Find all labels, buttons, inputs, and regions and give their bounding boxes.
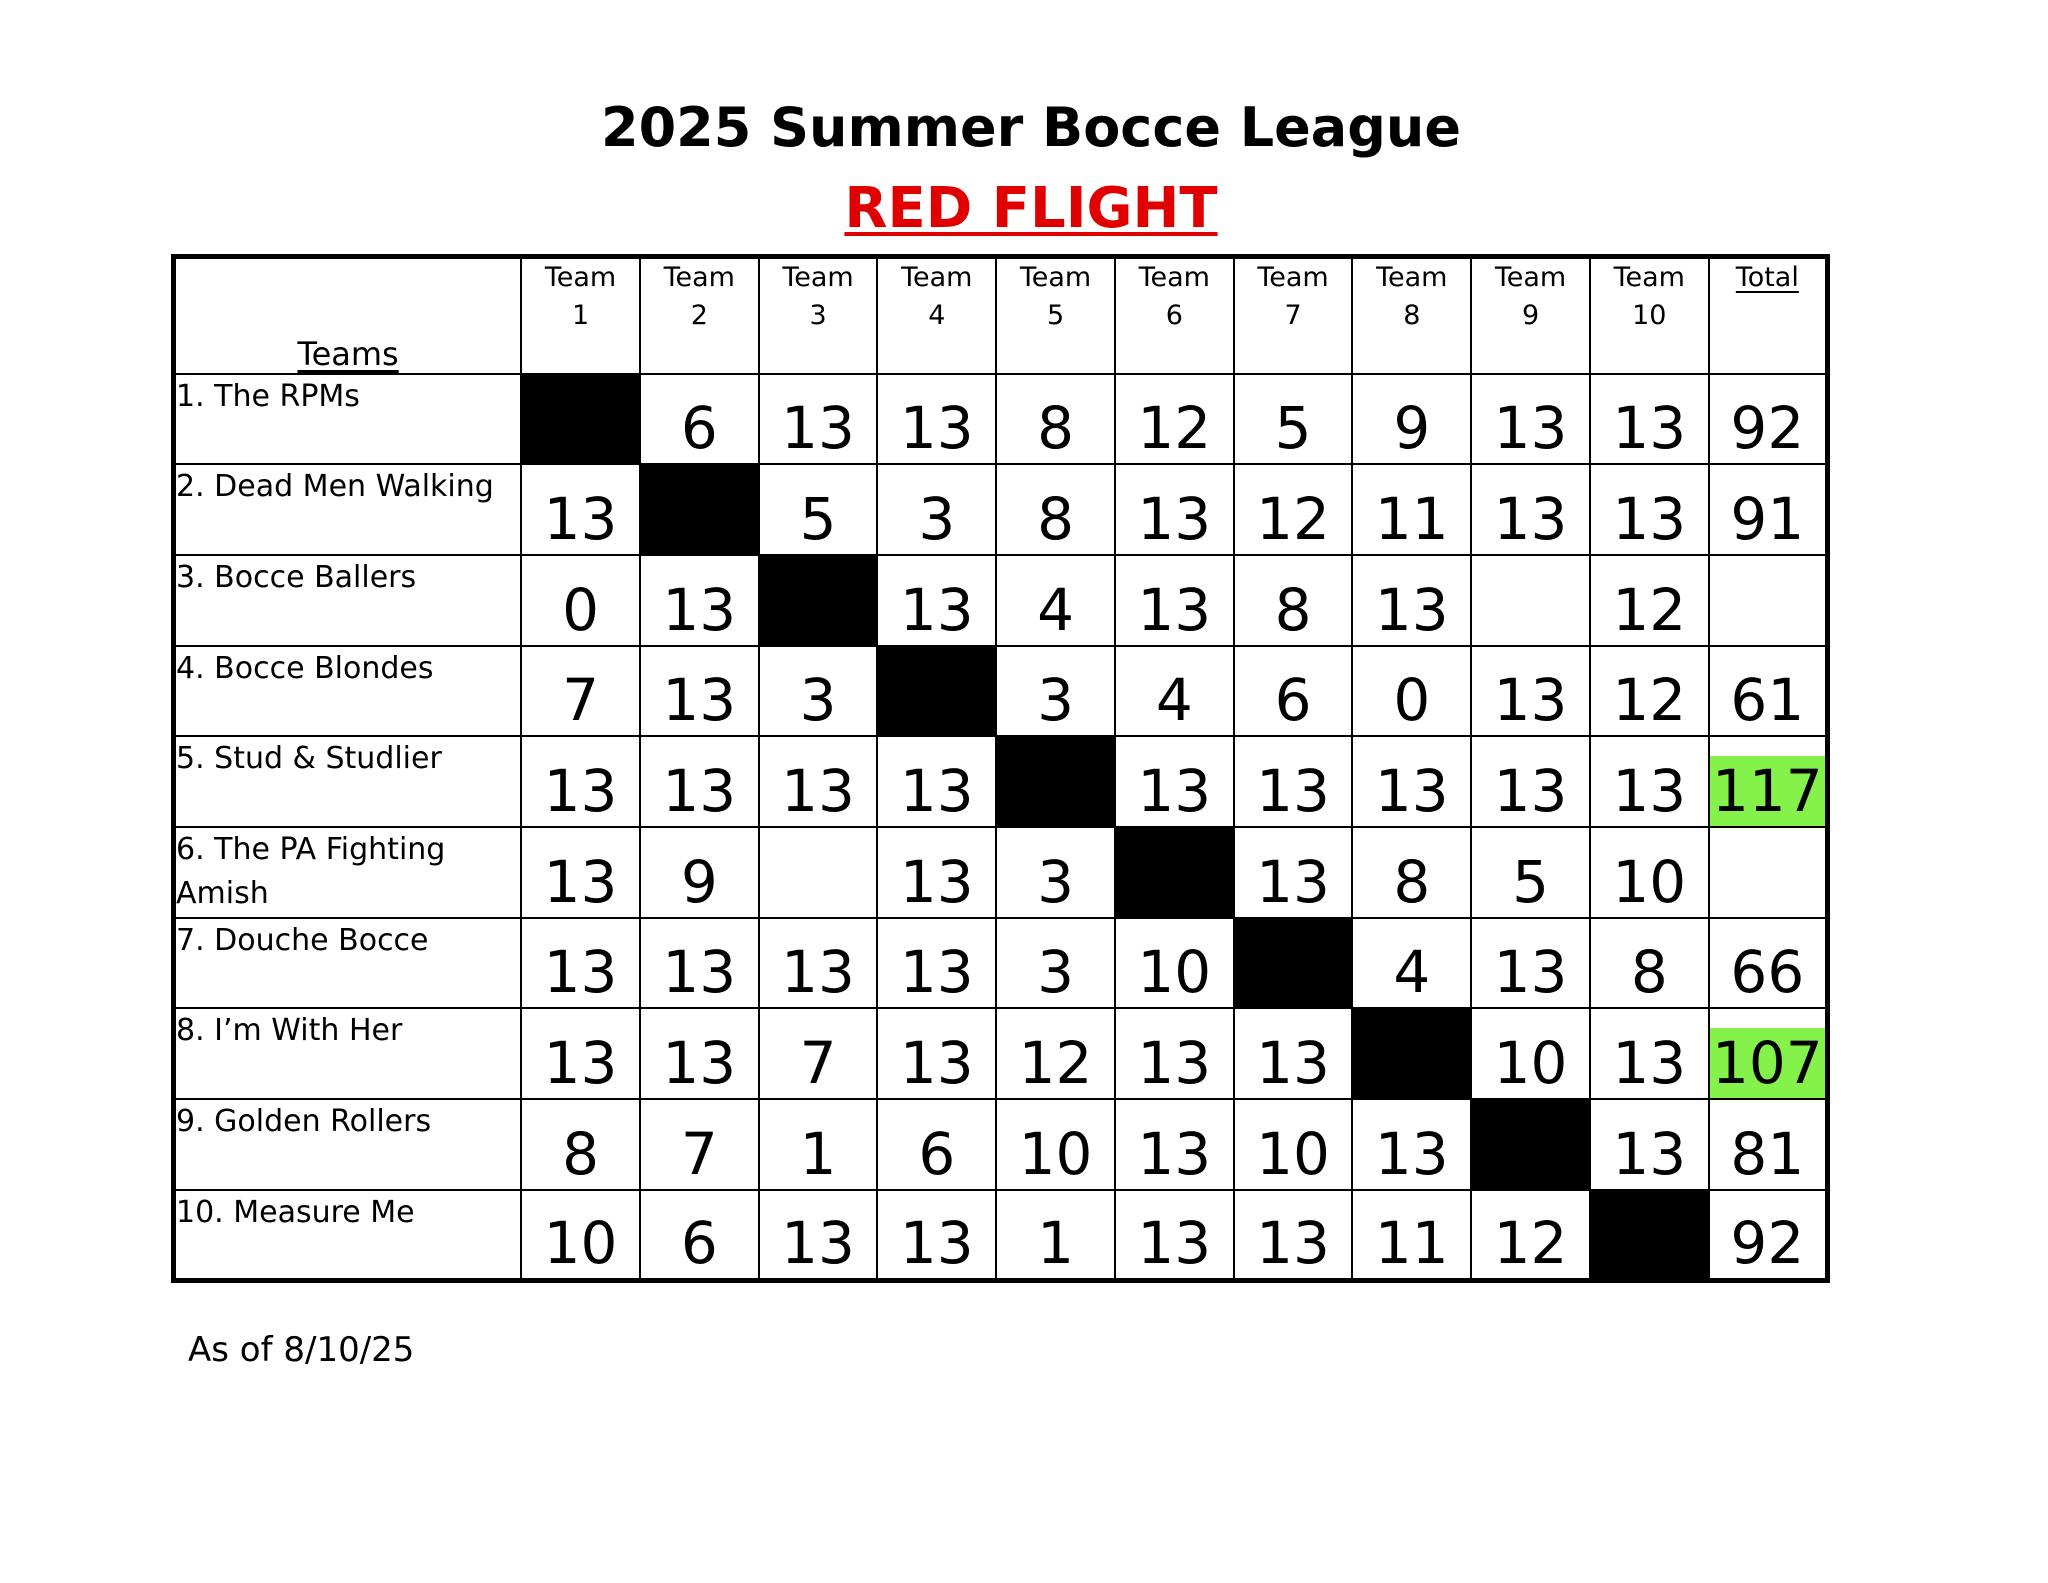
score-cell: 6	[1234, 646, 1353, 737]
score-cell: 8	[1352, 827, 1471, 918]
score-cell: 13	[759, 1190, 878, 1281]
score-cell: 0	[521, 555, 640, 646]
column-header: Team 6	[1115, 257, 1234, 374]
score-cell: 13	[1471, 464, 1590, 555]
table-row	[174, 827, 1828, 918]
self-match-cell	[759, 555, 878, 646]
team-name-cell: 5. Stud & Studlier	[174, 736, 522, 827]
total-cell	[1709, 1190, 1828, 1281]
score-cell: 13	[521, 464, 640, 555]
score-cell: 13	[877, 736, 996, 827]
self-match-cell	[1115, 827, 1234, 918]
score-cell: 4	[996, 555, 1115, 646]
column-header: Team 2	[640, 257, 759, 374]
score-cell: 13	[1471, 918, 1590, 1009]
team-name-cell: 7. Douche Bocce	[174, 918, 522, 1009]
total-value: 91	[1730, 484, 1805, 553]
score-cell: 5	[759, 464, 878, 555]
self-match-cell	[877, 646, 996, 737]
score-cell: 10	[1471, 1008, 1590, 1099]
score-cell: 13	[521, 736, 640, 827]
teams-column-header: Teams	[174, 257, 522, 374]
score-cell: 5	[1234, 374, 1353, 465]
score-cell: 6	[877, 1099, 996, 1190]
total-value: 117	[1711, 756, 1823, 825]
column-header: Team 7	[1234, 257, 1353, 374]
table-body	[174, 374, 1828, 1281]
team-name-cell: 10. Measure Me	[174, 1190, 522, 1281]
score-cell: 3	[877, 464, 996, 555]
score-cell: 13	[1115, 1008, 1234, 1099]
score-cell: 13	[1234, 736, 1353, 827]
score-cell: 13	[1115, 464, 1234, 555]
self-match-cell	[996, 736, 1115, 827]
score-cell: 13	[877, 827, 996, 918]
score-cell: 13	[521, 827, 640, 918]
score-cell: 13	[759, 918, 878, 1009]
total-cell	[1709, 555, 1828, 646]
self-match-cell	[640, 464, 759, 555]
self-match-cell	[1352, 1008, 1471, 1099]
table-row	[174, 555, 1828, 646]
team-name-cell: 2. Dead Men Walking	[174, 464, 522, 555]
team-name-cell: 3. Bocce Ballers	[174, 555, 522, 646]
score-cell: 4	[1115, 646, 1234, 737]
total-column-header: Total	[1709, 257, 1828, 374]
total-cell	[1709, 827, 1828, 918]
column-header: Team 1	[521, 257, 640, 374]
score-cell: 13	[1590, 1008, 1709, 1099]
as-of-date: As of 8/10/25	[188, 1330, 415, 1370]
total-cell	[1709, 736, 1828, 827]
score-cell: 0	[1352, 646, 1471, 737]
score-cell: 5	[1471, 827, 1590, 918]
score-cell: 3	[996, 827, 1115, 918]
score-cell: 13	[640, 1008, 759, 1099]
column-header: Team 10	[1590, 257, 1709, 374]
score-cell: 12	[1590, 555, 1709, 646]
score-cell: 13	[1234, 827, 1353, 918]
total-value: 61	[1730, 666, 1805, 735]
table-row	[174, 646, 1828, 737]
score-cell: 13	[877, 1008, 996, 1099]
score-cell: 7	[521, 646, 640, 737]
score-cell: 13	[1471, 374, 1590, 465]
score-cell: 13	[1590, 1099, 1709, 1190]
total-cell	[1709, 918, 1828, 1009]
score-cell: 12	[1590, 646, 1709, 737]
total-value: 81	[1730, 1119, 1805, 1188]
column-header: Team 5	[996, 257, 1115, 374]
score-cell: 13	[521, 1008, 640, 1099]
score-cell: 13	[1471, 736, 1590, 827]
page-title: 2025 Summer Bocce League	[601, 96, 1461, 159]
table-row	[174, 374, 1828, 465]
score-cell: 8	[521, 1099, 640, 1190]
score-cell: 9	[640, 827, 759, 918]
column-header: Team 4	[877, 257, 996, 374]
score-cell: 10	[996, 1099, 1115, 1190]
score-cell: 6	[640, 1190, 759, 1281]
self-match-cell	[1590, 1190, 1709, 1281]
column-header: Team 9	[1471, 257, 1590, 374]
score-cell: 10	[1115, 918, 1234, 1009]
score-cell: 8	[1590, 918, 1709, 1009]
score-cell: 1	[996, 1190, 1115, 1281]
score-cell: 11	[1352, 464, 1471, 555]
column-header: Team 8	[1352, 257, 1471, 374]
score-cell: 13	[640, 646, 759, 737]
self-match-cell	[1471, 1099, 1590, 1190]
score-cell: 13	[521, 918, 640, 1009]
score-cell: 13	[1590, 374, 1709, 465]
score-cell: 7	[640, 1099, 759, 1190]
score-cell: 13	[877, 1190, 996, 1281]
total-cell	[1709, 1008, 1828, 1099]
score-cell: 10	[1234, 1099, 1353, 1190]
total-cell	[1709, 646, 1828, 737]
score-cell: 13	[640, 736, 759, 827]
table-row	[174, 1008, 1828, 1099]
score-cell: 13	[1234, 1008, 1353, 1099]
score-cell: 3	[996, 646, 1115, 737]
score-cell: 13	[1590, 464, 1709, 555]
table-row	[174, 736, 1828, 827]
score-cell: 13	[1234, 1190, 1353, 1281]
score-cell: 13	[877, 918, 996, 1009]
score-cell: 7	[759, 1008, 878, 1099]
score-cell: 12	[1471, 1190, 1590, 1281]
team-name-cell: 8. I’m With Her	[174, 1008, 522, 1099]
score-cell: 13	[640, 555, 759, 646]
team-name-cell: 1. The RPMs	[174, 374, 522, 465]
total-cell	[1709, 1099, 1828, 1190]
standings-table	[171, 254, 1830, 1283]
score-cell: 13	[1590, 736, 1709, 827]
score-cell: 13	[1352, 736, 1471, 827]
total-value: 92	[1730, 394, 1805, 463]
score-cell: 13	[1352, 1099, 1471, 1190]
table-row	[174, 1190, 1828, 1281]
score-cell: 10	[1590, 827, 1709, 918]
score-cell: 13	[1115, 1190, 1234, 1281]
team-name-cell: 6. The PA Fighting Amish	[174, 827, 522, 918]
score-cell: 13	[759, 736, 878, 827]
total-cell	[1709, 374, 1828, 465]
score-cell: 4	[1352, 918, 1471, 1009]
score-cell: 13	[640, 918, 759, 1009]
table-row	[174, 1099, 1828, 1190]
score-cell: 8	[996, 374, 1115, 465]
self-match-cell	[1234, 918, 1353, 1009]
score-cell: 6	[640, 374, 759, 465]
score-cell: 13	[877, 374, 996, 465]
score-cell: 12	[996, 1008, 1115, 1099]
score-cell: 13	[1352, 555, 1471, 646]
total-value: 92	[1730, 1208, 1805, 1277]
score-cell: 8	[1234, 555, 1353, 646]
self-match-cell	[521, 374, 640, 465]
score-cell: 12	[1115, 374, 1234, 465]
column-header: Team 3	[759, 257, 878, 374]
score-cell: 1	[759, 1099, 878, 1190]
score-cell: 10	[521, 1190, 640, 1281]
score-cell: 8	[996, 464, 1115, 555]
score-cell: 3	[996, 918, 1115, 1009]
score-cell: 13	[1115, 555, 1234, 646]
table-header-row	[174, 257, 1828, 374]
score-cell: 13	[1471, 646, 1590, 737]
team-name-cell: 9. Golden Rollers	[174, 1099, 522, 1190]
table-row	[174, 464, 1828, 555]
score-cell: 13	[1115, 736, 1234, 827]
score-cell	[1471, 555, 1590, 646]
score-cell: 12	[1234, 464, 1353, 555]
score-cell: 11	[1352, 1190, 1471, 1281]
flight-subtitle: RED FLIGHT	[844, 176, 1218, 241]
team-name-cell: 4. Bocce Blondes	[174, 646, 522, 737]
table-row	[174, 918, 1828, 1009]
score-cell: 13	[877, 555, 996, 646]
score-cell	[759, 827, 878, 918]
score-cell: 13	[759, 374, 878, 465]
total-cell	[1709, 464, 1828, 555]
score-cell: 13	[1115, 1099, 1234, 1190]
score-cell: 3	[759, 646, 878, 737]
score-cell: 9	[1352, 374, 1471, 465]
total-value: 107	[1711, 1029, 1823, 1097]
total-value: 66	[1730, 938, 1805, 1007]
